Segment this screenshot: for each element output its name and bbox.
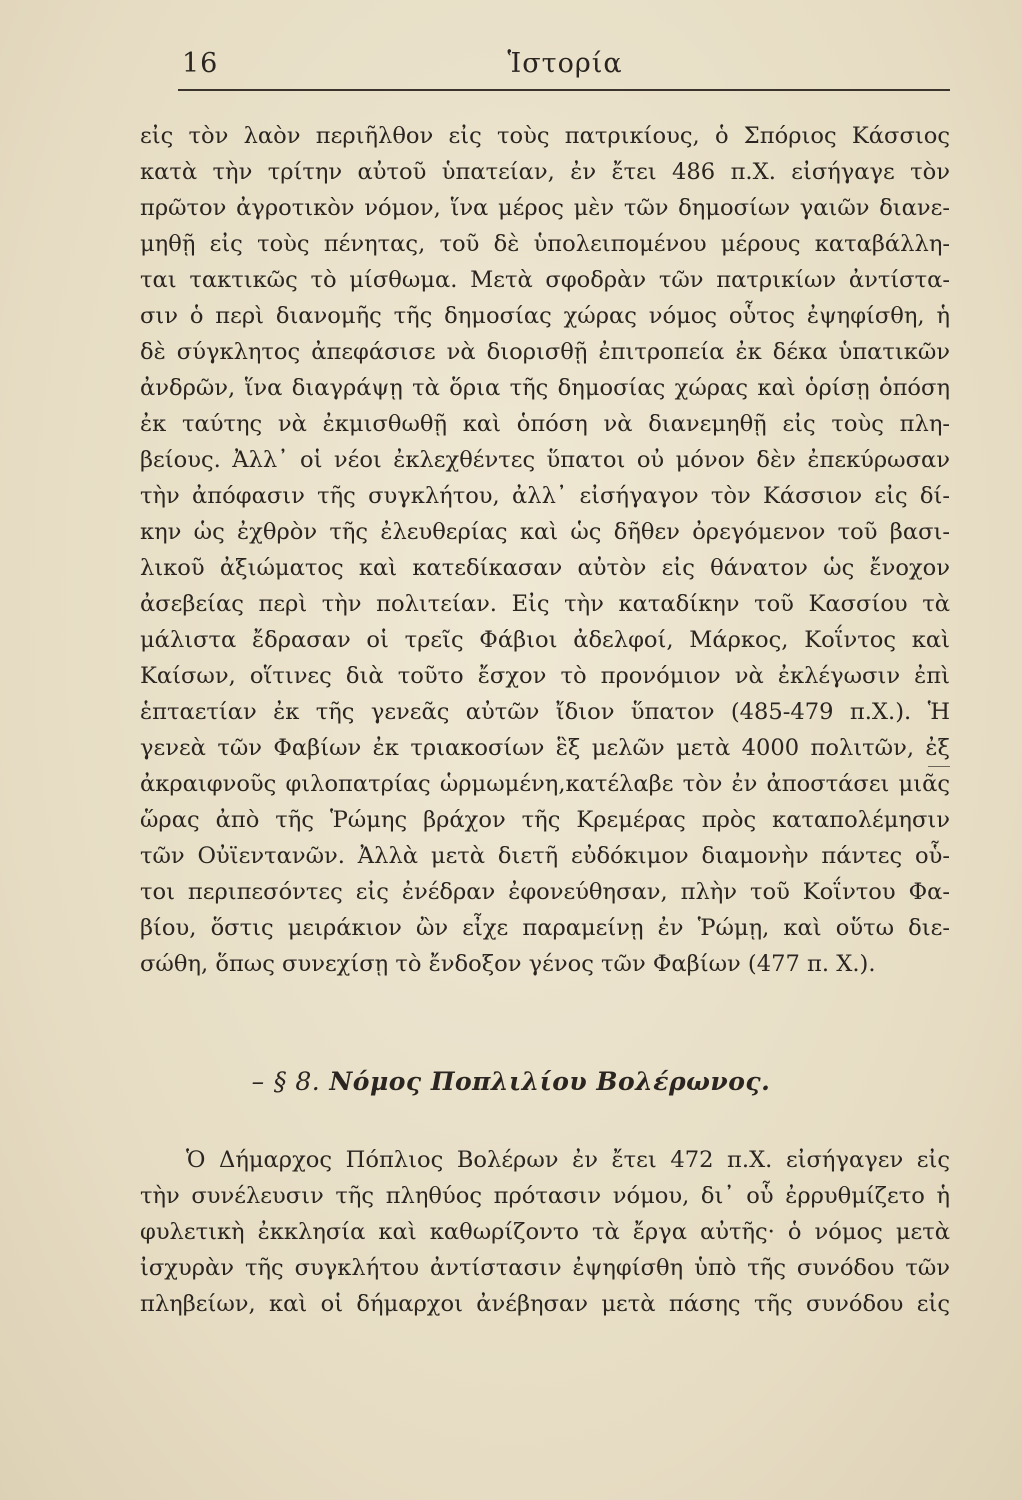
print-mark: [928, 766, 950, 767]
text-line: ὥρας ἀπὸ τῆς Ῥώμης βράχον τῆς Κρεμέρας πρὸς καταπολέμησιν: [140, 807, 950, 833]
text-line: πληβείων, καὶ οἱ δήμαρχοι ἀνέβησαν μετὰ πάσης τῆς συνόδου εἰς: [140, 1291, 950, 1317]
text-line: σώθη, ὅπως συνεχίσῃ τὸ ἔνδοξον γένος τῶν Φαβίων (477 π. Χ.).: [140, 951, 876, 977]
text-line: ἀκραιφνοῦς φιλοπατρίας ὡρμωμένη,κατέλαβε τὸν ἐν ἀποστάσει μιᾶς: [140, 771, 950, 797]
paragraph-volero: [140, 1142, 950, 1322]
text-line: πρῶτον ἀγροτικὸν νόμον, ἵνα μέρος μὲν τῶν δημοσίων γαιῶν διανε-: [140, 195, 950, 221]
text-line: μάλιστα ἔδρασαν οἱ τρεῖς Φάβιοι ἀδελφοί, Μάρκος, Κοΐντος καὶ: [140, 627, 950, 653]
text-line: τοι περιπεσόντες εἰς ἐνέδραν ἐφονεύθησαν, πλὴν τοῦ Κοΐντου Φα-: [140, 879, 950, 905]
text-line: δὲ σύγκλητος ἀπεφάσισε νὰ διορισθῇ ἐπιτροπεία ἐκ δέκα ὑπατικῶν: [140, 339, 950, 365]
paragraph-kassios: [140, 118, 950, 982]
text-line: κην ὡς ἐχθρὸν τῆς ἐλευθερίας καὶ ὡς δῆθεν ὀρεγόμενον τοῦ βασι-: [140, 519, 950, 545]
text-line: λικοῦ ἀξιώματος καὶ κατεδίκασαν αὐτὸν εἰς θάνατον ὡς ἔνοχον: [140, 555, 950, 581]
text-line: τὴν συνέλευσιν τῆς πληθύος πρότασιν νόμου, δι᾽ οὗ ἐρρυθμίζετο ἡ: [140, 1183, 950, 1209]
section-title: Νόμος Ποπλιλίου Βολέρωνος.: [329, 1067, 771, 1096]
text-line: εἰς τὸν λαὸν περιῆλθον εἰς τοὺς πατρικίους, ὁ Σπόριος Κάσσιος: [140, 123, 950, 149]
header-rule: [178, 89, 950, 91]
text-line: ἀσεβείας περὶ τὴν πολιτείαν. Εἰς τὴν καταδίκην τοῦ Κασσίου τὰ: [140, 591, 950, 617]
text-line: κατὰ τὴν τρίτην αὐτοῦ ὑπατείαν, ἐν ἔτει 486 π.Χ. εἰσήγαγε τὸν: [140, 159, 950, 185]
text-line: ἑπταετίαν ἐκ τῆς γενεᾶς αὐτῶν ἴδιον ὕπατον (485-479 π.Χ.). Ἡ: [140, 699, 950, 725]
section-heading: [0, 1067, 1022, 1096]
text-line: ἰσχυρὰν τῆς συγκλήτου ἀντίστασιν ἐψηφίσθη ὑπὸ τῆς συνόδου τῶν: [140, 1255, 950, 1281]
text-line: μηθῇ εἰς τοὺς πένητας, τοῦ δὲ ὑπολειπομένου μέρους καταβάλλη-: [140, 231, 950, 257]
section-dash: –: [251, 1067, 265, 1096]
text-line: βίου, ὅστις μειράκιον ὢν εἶχε παραμείνῃ ἐν Ῥώμῃ, καὶ οὕτω διε-: [140, 915, 950, 941]
text-line: Καίσων, οἵτινες διὰ τοῦτο ἔσχον τὸ προνόμιον νὰ ἐκλέγωσιν ἐπὶ: [140, 663, 950, 689]
text-line: τὴν ἀπόφασιν τῆς συγκλήτου, ἀλλ᾽ εἰσήγαγον τὸν Κάσσιον εἰς δί-: [140, 483, 950, 509]
text-line: φυλετικὴ ἐκκλησία καὶ καθωρίζοντο τὰ ἔργα αὐτῆς· ὁ νόμος μετὰ: [140, 1219, 950, 1245]
section-number: § 8.: [273, 1067, 321, 1096]
page-number: 16: [182, 48, 219, 79]
text-line: Ὁ Δήμαρχος Πόπλιος Βολέρων ἐν ἔτει 472 π.Χ. εἰσήγαγεν εἰς: [186, 1147, 950, 1173]
text-line: γενεὰ τῶν Φαβίων ἐκ τριακοσίων ἓξ μελῶν μετὰ 4000 πολιτῶν, ἐξ: [140, 735, 950, 761]
text-line: τῶν Οὐϊεντανῶν. Ἀλλὰ μετὰ διετῆ εὐδόκιμον διαμονὴν πάντες οὗ-: [140, 843, 950, 869]
text-line: ται τακτικῶς τὸ μίσθωμα. Μετὰ σφοδρὰν τῶν πατρικίων ἀντίστα-: [140, 267, 950, 293]
text-line: βείους. Ἀλλ᾽ οἱ νέοι ἐκλεχθέντες ὕπατοι οὐ μόνον δὲν ἐπεκύρωσαν: [140, 447, 950, 473]
text-line: ἐκ ταύτης νὰ ἐκμισθωθῇ καὶ ὁπόση νὰ διανεμηθῇ εἰς τοὺς πλη-: [140, 411, 950, 437]
text-line: σιν ὁ περὶ διανομῆς τῆς δημοσίας χώρας νόμος οὗτος ἐψηφίσθη, ἡ: [140, 303, 950, 329]
text-line: ἀνδρῶν, ἵνα διαγράψῃ τὰ ὅρια τῆς δημοσίας χώρας καὶ ὁρίσῃ ὁπόση: [140, 375, 950, 401]
running-title: Ἱστορία: [507, 48, 623, 79]
